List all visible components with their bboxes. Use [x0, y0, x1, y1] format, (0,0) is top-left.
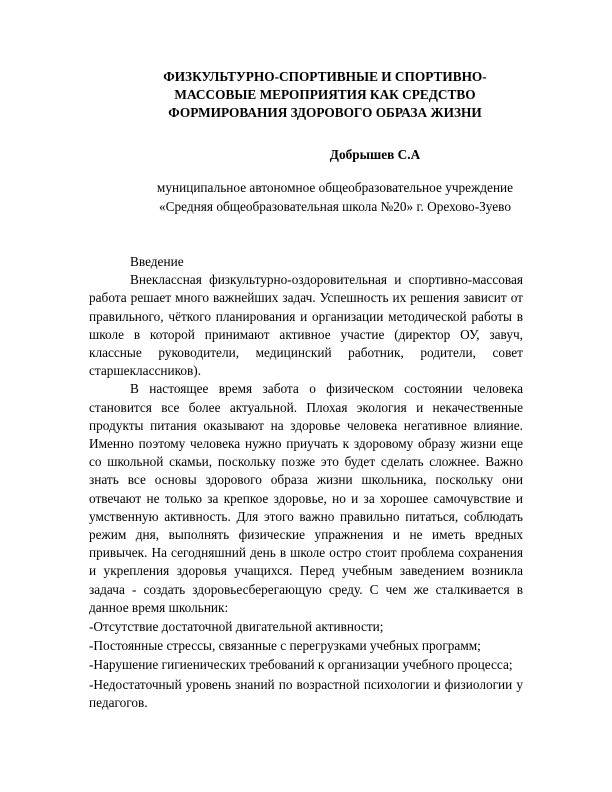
section-heading-introduction: Введение	[130, 254, 184, 269]
author-name: Добрышев С.А	[329, 147, 421, 162]
organization-line-2: «Средняя общеобразовательная школа №20» г. Орехово-Зуево	[158, 199, 512, 214]
title-line-2: МАССОВЫЕ МЕРОПРИЯТИЯ КАК СРЕДСТВО	[174, 87, 476, 102]
document-title	[90, 68, 560, 122]
list-item: -Постоянные стрессы, связанные с перегрузками учебных программ;	[89, 638, 481, 654]
organization-block	[110, 178, 560, 216]
list-item: -Недостаточный уровень знаний по возрастной психологии и физиологии у педагогов.	[89, 676, 523, 710]
organization-line-1: муниципальное автономное общеобразовательное учреждение	[156, 180, 514, 195]
paragraph-1: Внеклассная физкультурно-оздоровительная и спортивно-массовая работа решает много важнейших задач. Успешность их решения зависит от правильного, чёткого планирования и организации методической работы в школе в которой принимают активное участие (директор ОУ, завуч, классные руководители, медицинский работник, родители, совет старшеклассников).	[89, 272, 523, 379]
list-item: -Нарушение гигиенических требований к организации учебного процесса;	[89, 657, 513, 673]
list-item: -Отсутствие достаточной двигательной активности;	[89, 619, 384, 635]
paragraph-2: В настоящее время забота о физическом состоянии человека становится все более актуальной. Плохая экология и некачественные продукты питания оказывают на здоровье человека негативное влияние. Именно поэтому человека нужно приучать к здоровому образу жизни еще со школьной скамьи, поскольку позже это будет сделать сложнее. Важно знать все основы здорового образа жизни школьника, поскольку они отвечают не только за крепкое здоровье, но и за хорошее самочувствие и умственную активность. Для этого важно правильно питаться, соблюдать режим дня, выполнять физические упражнения и не иметь вредных привычек. На сегодняшний день в школе остро стоит проблема сохранения и укрепления здоровья учащихся. Перед учебным заведением возникла задача - создать здоровьесберегающую среду. С чем же сталкивается в данное время школьник:	[89, 381, 523, 615]
document-body	[89, 253, 523, 712]
title-line-3: ФОРМИРОВАНИЯ ЗДОРОВОГО ОБРАЗА ЖИЗНИ	[168, 105, 482, 120]
title-line-1: ФИЗКУЛЬТУРНО-СПОРТИВНЫЕ И СПОРТИВНО-	[163, 69, 487, 84]
